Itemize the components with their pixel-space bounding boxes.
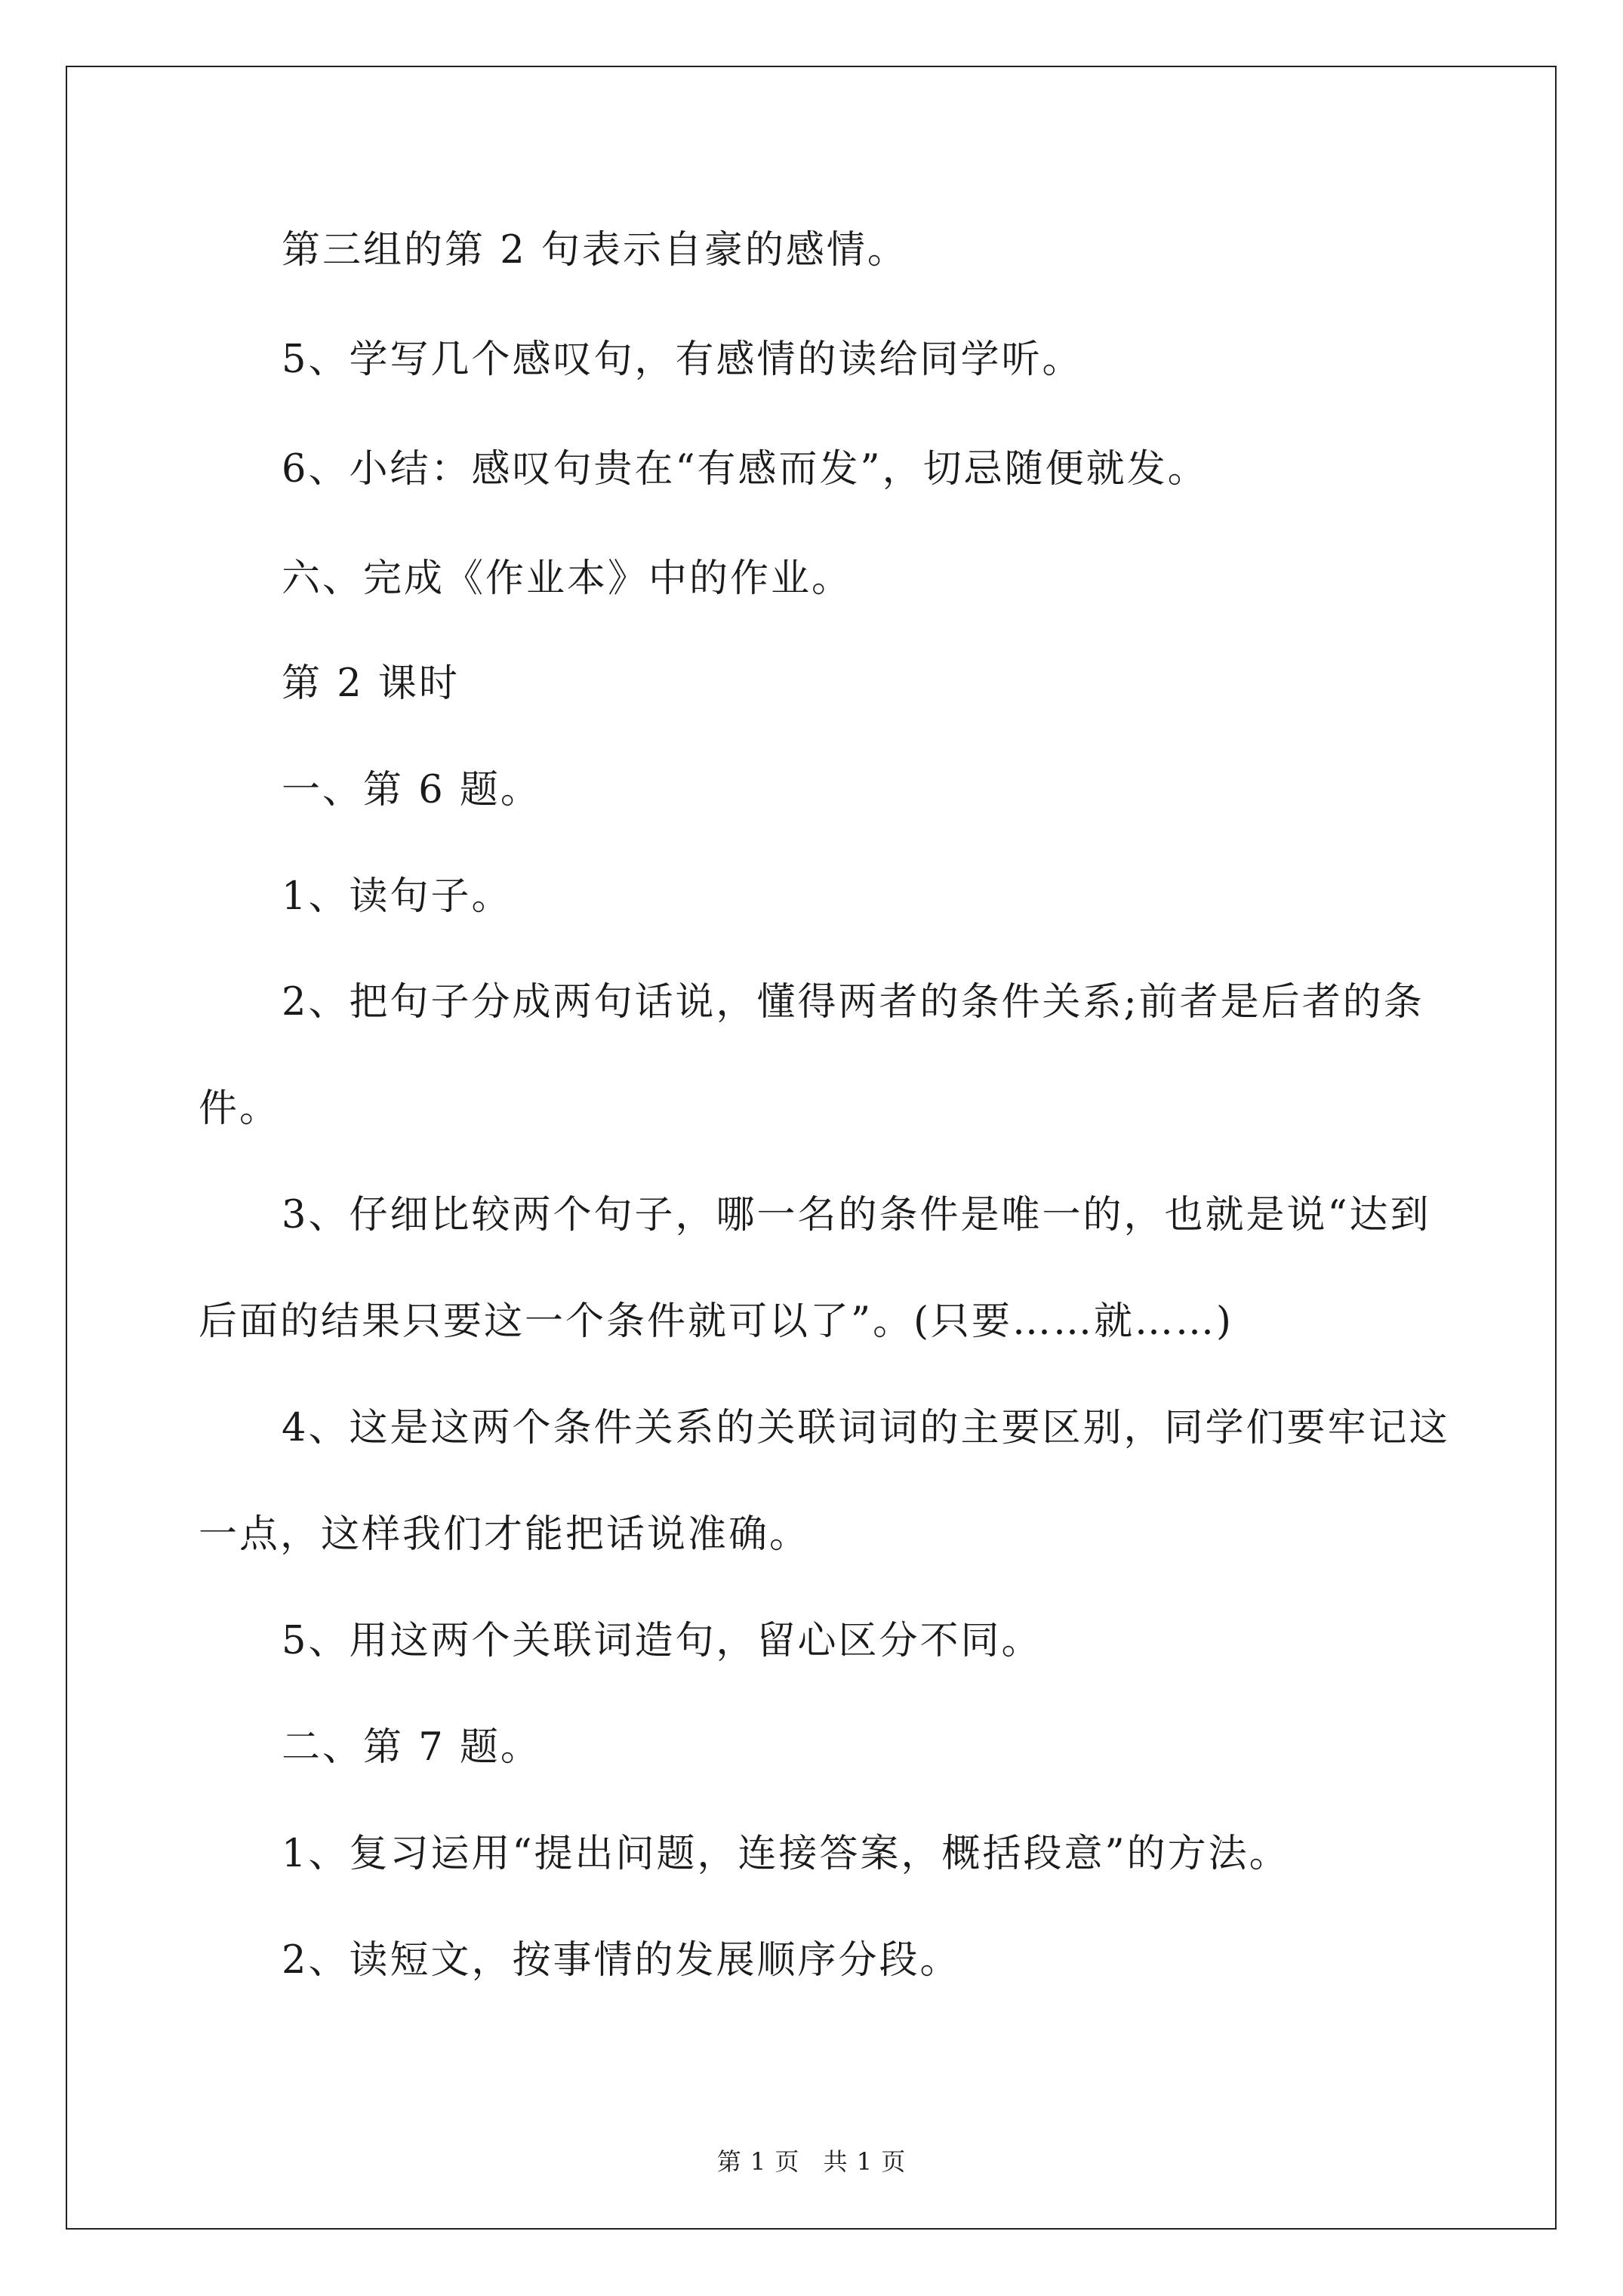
paragraph-line: 一、第 6 题。 [282,768,541,812]
paragraph-line: 件。 [199,1086,281,1131]
paragraph-line: 5、用这两个关联词造句，留心区分不同。 [282,1619,1042,1663]
paragraph-line: 1、复习运用“提出问题，连接答案，概括段意”的方法。 [282,1832,1290,1876]
paragraph-line: 第 2 课时 [282,661,460,706]
paragraph-line: 3、仔细比较两个句子，哪一名的条件是唯一的，也就是说“达到 [282,1193,1431,1237]
paragraph-line: 一点，这样我们才能把话说准确。 [199,1512,811,1557]
paragraph-line: 5、学写几个感叹句，有感情的读给同学听。 [282,337,1083,382]
page-number-total: 共 1 页 [823,2147,907,2176]
paragraph-line: 第三组的第 2 句表示自豪的感情。 [282,228,908,273]
paragraph-line: 6、小结：感叹句贵在“有感而发”，切忌随便就发。 [282,447,1209,492]
paragraph-line: 2、把句子分成两句话说，懂得两者的条件关系;前者是后者的条 [282,980,1424,1025]
paragraph-line: 后面的结果只要这一个条件就可以了”。(只要……就……) [199,1299,1233,1344]
paragraph-line: 1、读句子。 [282,874,513,919]
page-border [66,66,1557,2230]
paragraph-line: 二、第 7 题。 [282,1725,541,1770]
paragraph-line: 4、这是这两个条件关系的关联词词的主要区别，同学们要牢记这 [282,1406,1450,1450]
page-number-current: 第 1 页 [716,2147,800,2176]
paragraph-line: 2、读短文，按事情的发展顺序分段。 [282,1938,961,1983]
page-footer [0,2143,1623,2177]
paragraph-line: 六、完成《作业本》中的作业。 [282,556,853,601]
